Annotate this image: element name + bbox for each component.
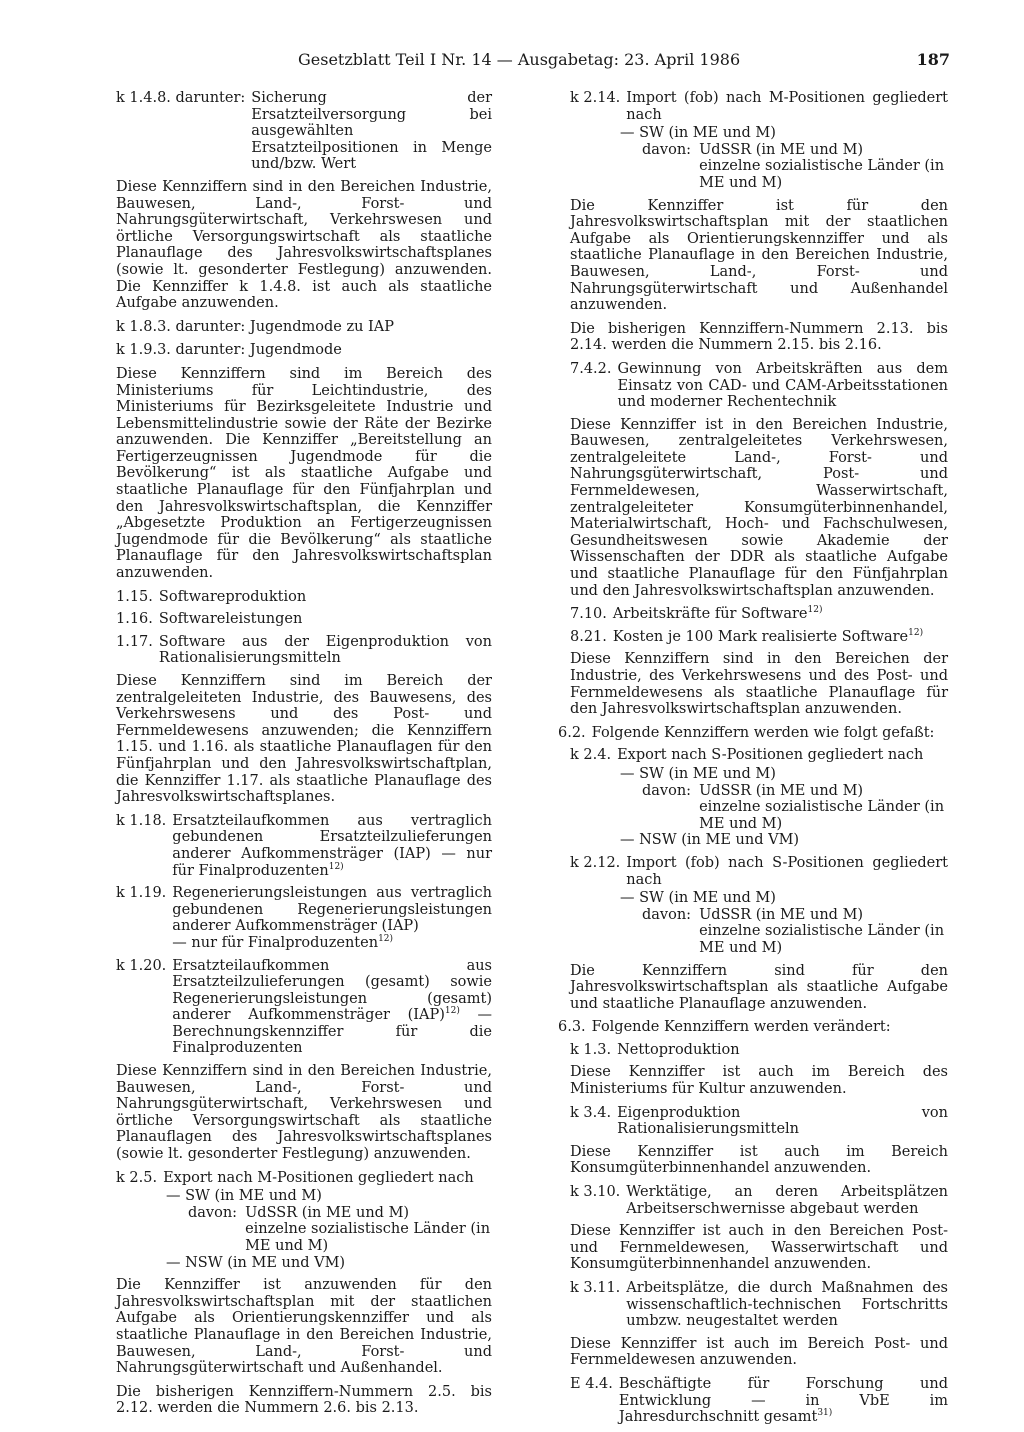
- entry-text: Softwareproduktion: [158, 588, 307, 605]
- entry-code: 7.4.2.: [570, 360, 612, 377]
- entry-code: k 1.4.8. darunter:: [116, 90, 246, 106]
- entry-code: k 1.18.: [116, 812, 167, 829]
- davon-block: [570, 142, 948, 192]
- entry-text-wrap: [613, 629, 948, 646]
- entry-code: k 1.20.: [116, 957, 167, 974]
- left-column: [116, 90, 492, 1424]
- nsw-line: — NSW (in ME und VM): [166, 1254, 346, 1271]
- udssr-line: UdSSR (in ME und M): [699, 141, 864, 158]
- entry-code: k 3.11.: [570, 1280, 621, 1296]
- paragraph: Die Kennziffern sind für den Jahresvolkswirtschaftsplan als staatliche Aufgabe und staatliche Planauflage anzuwenden.: [570, 962, 948, 1012]
- entry-k311: [570, 1280, 948, 1330]
- davon-values: [699, 142, 948, 192]
- entry-text: Gewinnung von Arbeitskräften aus dem Einsatz von CAD- und CAM-Arbeitsstationen und moderner Rechentechnik: [617, 360, 948, 411]
- entry-code: k 3.4.: [570, 1104, 612, 1121]
- einzelne-line: einzelne sozialistische Länder (in ME und M): [699, 158, 945, 191]
- entry-e44: [570, 1376, 948, 1426]
- nsw-line: — NSW (in ME und VM): [620, 832, 800, 849]
- right-column: [558, 90, 948, 1432]
- einzelne-line: einzelne sozialistische Länder (in ME und M): [699, 799, 945, 832]
- davon-values: [699, 783, 948, 833]
- paragraph: Diese Kennziffern sind in den Bereichen der Industrie, des Verkehrswesens und des Post- und Fernmeldewesens als staatliche Planauflage für den Jahresvolkswirtschaftsplan anzuwenden.: [570, 651, 948, 718]
- page-header: [118, 50, 950, 72]
- udssr-line: UdSSR (in ME und M): [699, 782, 864, 799]
- k214-breakdown: [570, 125, 948, 191]
- paragraph: Die bisherigen Kennziffern-Nummern 2.5. bis 2.12. werden die Nummern 2.6. bis 2.13.: [116, 1383, 492, 1417]
- section-text: Folgende Kennziffern werden wie folgt gefaßt:: [591, 724, 935, 741]
- davon-label: davon:: [642, 906, 692, 923]
- paragraph: Diese Kennziffer ist auch im Bereich des Ministeriums für Kultur anzuwenden.: [570, 1064, 948, 1098]
- entry-k212: [570, 855, 948, 888]
- entry-k148: [116, 90, 492, 173]
- footnote-ref: 12): [908, 627, 924, 638]
- entry-code: 7.10.: [570, 606, 607, 623]
- entry-text: Export nach M-Positionen gegliedert nach: [163, 1169, 474, 1186]
- section-62: [558, 725, 948, 742]
- paragraph: Diese Kennziffer ist auch in den Bereichen Post- und Fernmeldewesen, Wasserwirtschaft und Konsumgüterbinnenhandel anzuwenden.: [570, 1223, 948, 1273]
- paragraph: Die Kennziffer ist für den Jahresvolkswirtschaftsplan mit der staatlichen Aufgabe als Orientierungskennziffer und als staatliche Planauflage in den Bereichen Industrie, Bauwesen, Land-, Forst- und Nahrungsgüterwirtschaft und Außenhandel anzuwenden.: [570, 197, 948, 314]
- entry-text: Softwareleistungen: [158, 611, 303, 628]
- entry-text: Eigenproduktion von Rationalisierungsmitteln: [617, 1104, 948, 1138]
- entry-code: k 2.5.: [116, 1169, 158, 1186]
- entry-code: k 3.10.: [570, 1184, 621, 1201]
- paragraph: Die Kennziffer ist anzuwenden für den Jahresvolkswirtschaftsplan mit der staatlichen Aufgabe als Orientierungskennziffer und als staatliche Planauflage in den Bereichen Industrie, Bauwesen, Land-, Forst- und Nahrungsgüterwirtschaft und Außenhandel.: [116, 1277, 492, 1377]
- entry-text: Arbeitsplätze, die durch Maßnahmen des wissenschaftlich-technischen Fortschritts umbzw. neugestaltet werden: [626, 1280, 948, 1330]
- entry-code: k 2.14.: [570, 90, 621, 106]
- section-code: 6.2.: [558, 724, 586, 741]
- footnote-ref: 12): [378, 933, 394, 944]
- entry-code: k 2.12.: [570, 854, 621, 871]
- entry-text-wrap: [619, 1376, 948, 1426]
- paragraph: Diese Kennziffern sind im Bereich der zentralgeleiteten Industrie, des Bauwesens, des Verkehrswesens und des Post- und Fernmeldewesens anzuwenden; die Kennziffern 1.15. und 1.16. als staatliche Planauflagen für den Fünfjahrplan und den Jahresvolkswirtschaftplan, die Kennziffer 1.17. als staatliche Planauflage des Jahresvolkswirtschaftsplanes.: [116, 673, 492, 806]
- entry-text: Beschäftigte für Forschung und Entwicklung — in VbE im Jahresdurchschnitt gesamt: [618, 1375, 948, 1426]
- footnote-ref: 31): [817, 1408, 833, 1419]
- entry-code: 1.15.: [116, 588, 153, 605]
- entry-k119: [116, 885, 492, 951]
- section-text: Folgende Kennziffern werden verändert:: [591, 1019, 891, 1036]
- entry-code: 1.17.: [116, 633, 153, 650]
- entry-text: Import (fob) nach S-Positionen gegliedert nach: [626, 854, 948, 888]
- entry-text: Arbeitskräfte für Software: [612, 606, 808, 623]
- entry-text: Kosten je 100 Mark realisierte Software: [612, 628, 909, 645]
- udssr-line: UdSSR (in ME und M): [699, 906, 864, 923]
- entry-k214: [570, 90, 948, 123]
- entry-code: 1.16.: [116, 611, 153, 628]
- paragraph: Diese Kennziffer ist auch im Bereich Konsumgüterbinnenhandel anzuwenden.: [570, 1143, 948, 1177]
- entry-k25: [116, 1170, 492, 1187]
- davon-values: [699, 907, 948, 957]
- paragraph: Diese Kennziffer ist auch im Bereich Post- und Fernmeldewesen anzuwenden.: [570, 1335, 948, 1369]
- davon-label: davon:: [642, 141, 692, 158]
- entry-821: [570, 629, 948, 646]
- entry-k183: k 1.8.3. darunter: Jugendmode zu IAP: [116, 318, 395, 335]
- davon-label: davon:: [642, 782, 692, 799]
- entry-117: [116, 634, 492, 667]
- entry-text: Nettoproduktion: [617, 1041, 740, 1058]
- k24-breakdown: [570, 766, 948, 849]
- entry-code: k 1.3.: [570, 1041, 612, 1058]
- entry-text-suffix: — nur für Finalproduzenten: [172, 934, 379, 951]
- header-title: Gesetzblatt Teil I Nr. 14 — Ausgabetag: 23. April 1986: [298, 50, 741, 69]
- entry-742: [570, 361, 948, 411]
- paragraph: Diese Kennziffern sind in den Bereichen Industrie, Bauwesen, Land-, Forst- und Nahrungsgüterwirtschaft, Verkehrswesen und örtliche Versorgungswirtschaft als staatliche Planauflage des Jahresvolkswirtschaftsplanes (sowie lt. gesonderter Festlegung) anzuwenden. Die Kennziffer k 1.4.8. ist auch als staatliche Aufgabe anzuwenden.: [116, 178, 492, 312]
- davon-block: [570, 907, 948, 957]
- entry-text-wrap: [172, 885, 492, 951]
- footnote-ref: 12): [807, 605, 823, 616]
- entry-k118: [116, 813, 492, 879]
- entry-115: [116, 589, 492, 606]
- section-63: [558, 1019, 948, 1036]
- entry-code: k 2.4.: [570, 747, 612, 764]
- entry-text: Ersatzteilaufkommen aus Ersatzteilzulieferungen (gesamt) sowie Regenerierungsleistungen (gesamt) anderer Aufkommensträger (IAP): [172, 957, 492, 1024]
- k25-breakdown: [116, 1188, 492, 1271]
- entry-text: Ersatzteilaufkommen aus vertraglich gebundenen Ersatzteilzulieferungen anderer Aufkommensträger (IAP) — nur für Finalproduzenten: [172, 812, 492, 879]
- sw-line: — SW (in ME und M): [620, 765, 776, 782]
- entry-text: Werktätige, an deren Arbeitsplätzen Arbeitserschwernisse abgebaut werden: [626, 1184, 948, 1217]
- page-number: 187: [916, 50, 950, 69]
- davon-block: [116, 1205, 492, 1255]
- entry-code: k 1.19.: [116, 885, 167, 902]
- paragraph: Diese Kennziffer ist in den Bereichen Industrie, Bauwesen, zentralgeleitetes Verkehrswesen, zentralgeleitete Land-, Forst- und Nahrungsgüterwirtschaft, Post- und Fernmeldewesen, Wasserwirtschaft, zentralgeleiteter Konsumgüterbinnenhandel, Materialwirtschaft, Hoch- und Fachschulwesen, Gesundheitswesen sowie Akademie der Wissenschaften der DDR als staatliche Aufgabe und staatliche Planauflage für den Fünfjahrplan und den Jahresvolkswirtschaftsplan anzuwenden.: [570, 416, 948, 599]
- entry-text-suffix: — Berechnungskennziffer für die Finalproduzenten: [172, 1007, 492, 1057]
- section-code: 6.3.: [558, 1019, 586, 1036]
- einzelne-line: einzelne sozialistische Länder (in ME und M): [245, 1221, 491, 1254]
- entry-k120: [116, 958, 492, 1058]
- entry-text: Import (fob) nach M-Positionen gegliedert nach: [626, 90, 948, 123]
- paragraph: Die bisherigen Kennziffern-Nummern 2.13. bis 2.14. werden die Nummern 2.15. bis 2.16.: [570, 320, 948, 354]
- davon-label: davon:: [188, 1204, 238, 1221]
- entry-text: Export nach S-Positionen gegliedert nach: [617, 747, 924, 764]
- entry-text-wrap: [172, 813, 492, 879]
- entry-text-wrap: [172, 958, 492, 1058]
- entry-text: Software aus der Eigenproduktion von Rationalisierungsmitteln: [158, 633, 492, 667]
- sw-line: — SW (in ME und M): [166, 1188, 322, 1205]
- sw-line: — SW (in ME und M): [620, 890, 776, 907]
- footnote-ref: 12): [328, 861, 344, 872]
- entry-text: Sicherung der Ersatzteilversorgung bei ausgewählten Ersatzteilpositionen in Menge und/bzw. Wert: [251, 90, 492, 173]
- paragraph: Diese Kennziffern sind im Bereich des Ministeriums für Leichtindustrie, des Ministeriums für Bezirksgeleitete Industrie und Lebensmittelindustrie sowie der Räte der Bezirke anzuwenden. Die Kennziffer „Bereitstellung an Fertigerzeugnissen Jugendmode für die Bevölkerung“ ist als staatliche Aufgabe und staatliche Planauflage für den Fünfjahrplan und den Jahresvolkswirtschaftsplan, die Kennziffer „Abgesetzte Produktion an Fertigerzeugnissen Jugendmode für die Bevölkerung“ als staatliche Planauflage für den Jahresvolkswirtschaftsplan anzuwenden.: [116, 365, 492, 582]
- entry-text: Regenerierungsleistungen aus vertraglich gebundenen Regenerierungsleistungen anderer Aufkommensträger (IAP): [172, 885, 492, 935]
- entry-code: E 4.4.: [570, 1375, 613, 1392]
- entry-710: [570, 606, 948, 623]
- sw-line: — SW (in ME und M): [620, 125, 776, 142]
- davon-block: [570, 783, 948, 833]
- entry-116: [116, 611, 492, 628]
- entry-k193: k 1.9.3. darunter: Jugendmode: [116, 342, 342, 359]
- entry-k310: [570, 1184, 948, 1217]
- k212-breakdown: [570, 890, 948, 956]
- footnote-ref: 12): [444, 1006, 460, 1017]
- einzelne-line: einzelne sozialistische Länder (in ME und M): [699, 923, 945, 956]
- davon-values: [245, 1205, 492, 1255]
- entry-text-wrap: [613, 606, 948, 623]
- entry-k13: [570, 1042, 948, 1059]
- entry-code: 8.21.: [570, 628, 607, 645]
- entry-k24: [570, 747, 948, 764]
- entry-k34: [570, 1105, 948, 1138]
- udssr-line: UdSSR (in ME und M): [245, 1204, 410, 1221]
- paragraph: Diese Kennziffern sind in den Bereichen Industrie, Bauwesen, Land-, Forst- und Nahrungsgüterwirtschaft, Verkehrswesen und örtliche Versorgungswirtschaft als staatliche Planauflagen des Jahresvolkswirtschaftsplanes (sowie lt. gesonderter Festlegung) anzuwenden.: [116, 1063, 492, 1163]
